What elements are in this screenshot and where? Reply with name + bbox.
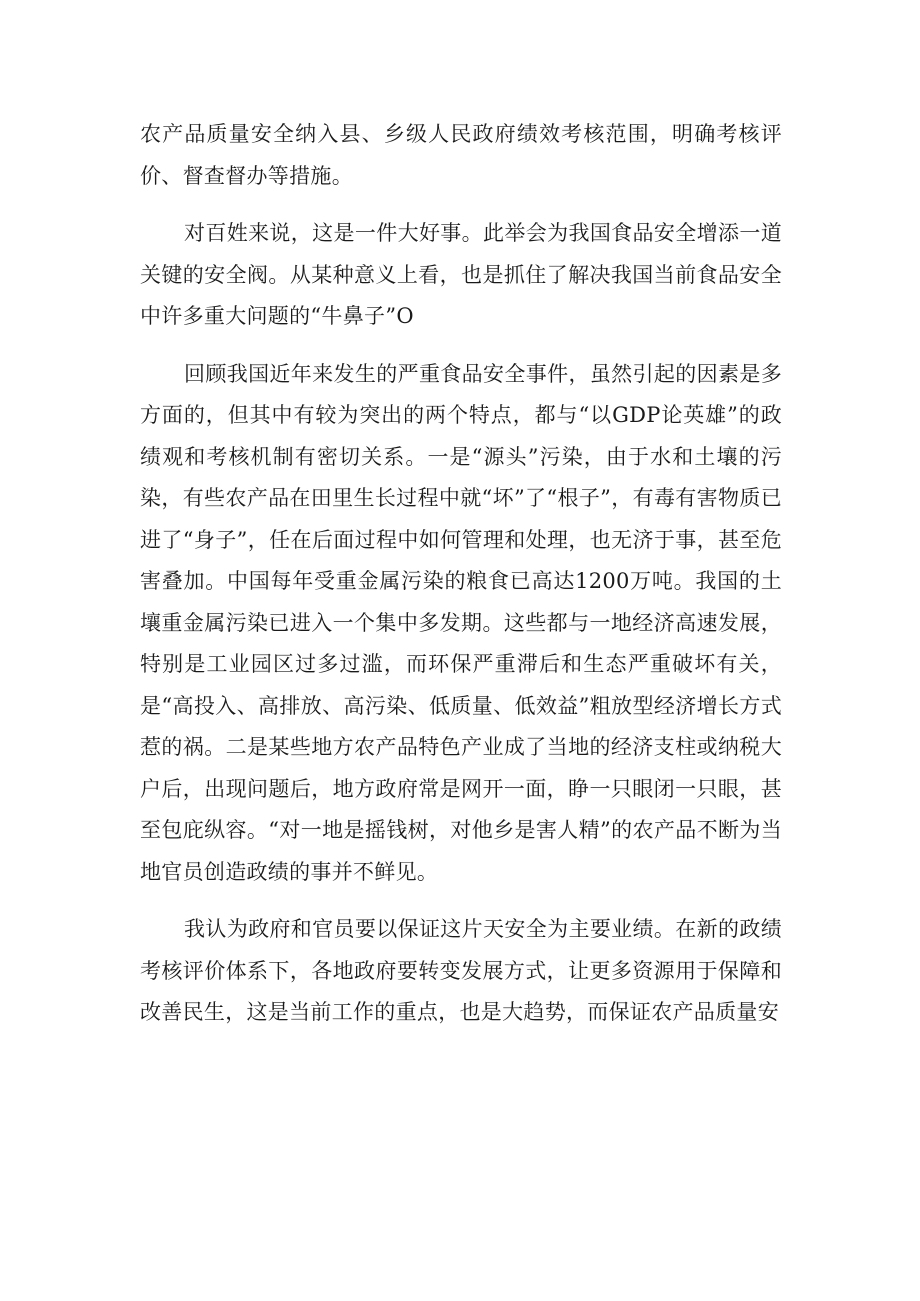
document-body xyxy=(140,114,782,1050)
paragraph-2: 对百姓来说，这是一件大好事。此举会为我国食品安全增添一道关键的安全阀。从某种意义上看，也是抓住了解决我国当前食品安全中许多重大问题的“牛鼻子”O xyxy=(140,221,782,328)
paragraph-3: 回顾我国近年来发生的严重食品安全事件，虽然引起的因素是多方面的，但其中有较为突出的两个特点，都与“以GDP论英雄”的政绩观和考核机制有密切关系。一是“源头”污染，由于水和土壤的污染，有些农产品在田里生长过程中就“坏”了“根子”，有毒有害物质已进了“身子”，任在后面过程中如何管理和处理，也无济于事，甚至危害叠加。中国每年受重金属污染的粮食已高达1200万吨。我国的土壤重金属污染已进入一个集中多发期。这些都与一地经济高速发展，特别是工业园区过多过滥，而环保严重滞后和生态严重破坏有关，是“高投入、高排放、高污染、低质量、低效益”粗放型经济增长方式惹的祸。二是某些地方农产品特色产业成了当地的经济支柱或纳税大户后，出现问题后，地方政府常是网开一面，睁一只眼闭一只眼，甚至包庇纵容。“对一地是摇钱树，对他乡是害人精”的农产品不断为当地官员创造政绩的事并不鲜见。 xyxy=(140,361,782,884)
paragraph-1: 农产品质量安全纳入县、乡级人民政府绩效考核范围，明确考核评价、督查督办等措施。 xyxy=(140,122,782,188)
paragraph-4: 我认为政府和官员要以保证这片天安全为主要业绩。在新的政绩考核评价体系下，各地政府要转变发展方式，让更多资源用于保障和改善民生，这是当前工作的重点，也是大趋势，而保证农产品质量安 xyxy=(140,917,782,1024)
